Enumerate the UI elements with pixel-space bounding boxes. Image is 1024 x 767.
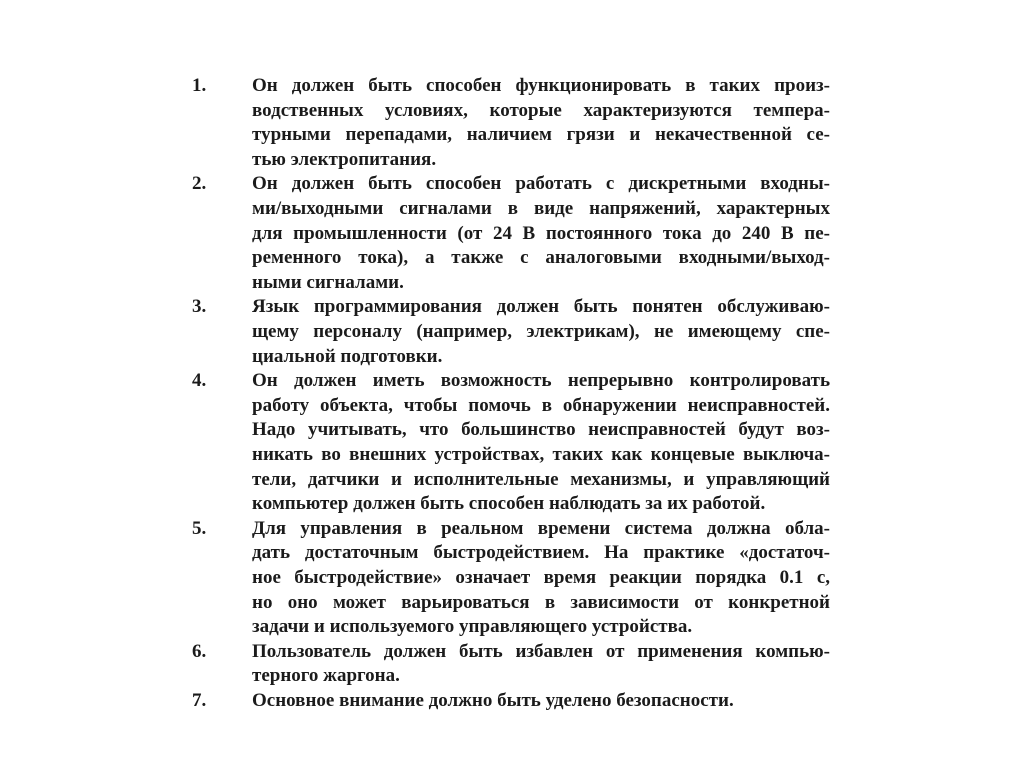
item-line: тью электропитания. (252, 148, 437, 170)
item-line: для промышленности (от 24 В постоянного тока до 240 В пе- (252, 222, 830, 244)
item-number: 6. (192, 640, 207, 662)
item-line: никать во внешних устройствах, таких как концевые выключа- (252, 443, 830, 465)
item-line: Надо учитывать, что большинство неисправностей будут воз- (252, 419, 830, 441)
item-number: 1. (192, 75, 207, 96)
item-line: циальной подготовки. (252, 345, 443, 367)
item-line: водственных условиях, которые характеризуются темпера- (252, 99, 830, 121)
item-line: ными сигналами. (252, 271, 404, 293)
item-line: ное быстродействие» означает время реакции порядка 0.1 с, (252, 566, 830, 588)
item-number: 5. (192, 517, 207, 539)
item-number: 3. (192, 296, 207, 318)
item-line: работу объекта, чтобы помочь в обнаружении неисправностей. (252, 394, 830, 416)
item-line: Основное внимание должно быть уделено безопасности. (252, 690, 734, 711)
item-line: но оно может варьироваться в зависимости от конкретной (252, 591, 830, 613)
item-line: Язык программирования должен быть понятен обслуживаю- (252, 296, 830, 318)
item-number: 7. (192, 690, 207, 711)
item-line: Он должен иметь возможность непрерывно контролировать (252, 370, 830, 392)
item-line: Пользователь должен быть избавлен от применения компью- (252, 640, 830, 662)
item-line: компьютер должен быть способен наблюдать за их работой. (252, 493, 766, 515)
item-line: Он должен быть способен функционировать в таких произ- (252, 75, 830, 96)
item-line: щему персоналу (например, электрикам), не имеющему спе- (252, 320, 830, 342)
item-number: 4. (192, 370, 207, 392)
item-number: 2. (192, 173, 207, 195)
item-line: турными перепадами, наличием грязи и некачественной се- (252, 124, 830, 146)
item-line: ми/выходными сигналами в виде напряжений, характерных (252, 197, 830, 219)
item-line: дать достаточным быстродействием. На практике «достаточ- (252, 542, 830, 564)
item-line: ременного тока), а также с аналоговыми входными/выход- (252, 247, 830, 269)
item-line: задачи и используемого управляющего устройства. (252, 616, 693, 638)
item-line: Он должен быть способен работать с дискретными входны- (252, 173, 830, 195)
item-line: тели, датчики и исполнительные механизмы, и управляющий (252, 468, 830, 490)
item-line: Для управления в реальном времени система должна обла- (252, 517, 830, 539)
item-line: терного жаргона. (252, 665, 400, 687)
